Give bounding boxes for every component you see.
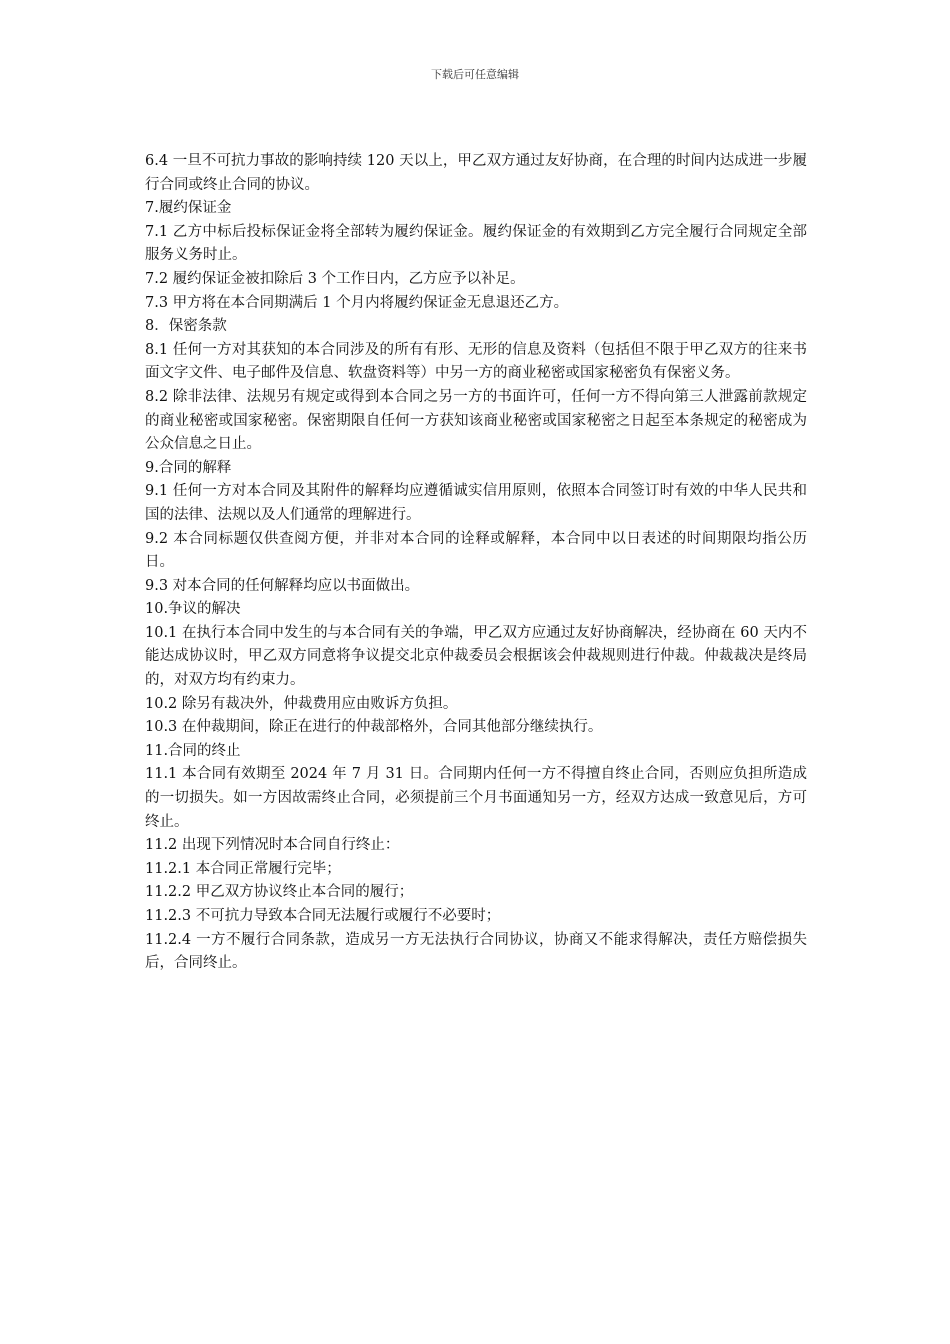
clause-9-1: 9.1 任何一方对本合同及其附件的解释均应遵循诚实信用原则，依照本合同签订时有效的中华人民共和国的法律、法规以及人们通常的理解进行。 (145, 483, 807, 523)
clause-11-2-4: 11.2.4 一方不履行合同条款，造成另一方无法执行合同协议，协商又不能求得解决，责任方赔偿损失后，合同终止。 (145, 931, 807, 972)
section-8-heading: 8．保密条款 (145, 318, 227, 335)
clause-11-2: 11.2 出现下列情况时本合同自行终止： (145, 837, 400, 854)
section-9-heading: 9.合同的解释 (145, 459, 232, 476)
clause-7-3: 7.3 甲方将在本合同期满后 1 个月内将履约保证金无息退还乙方。 (145, 294, 569, 311)
clause-6-4: 6.4 一旦不可抗力事故的影响持续 120 天以上，甲乙双方通过友好协商，在合理的时间内达成进一步履行合同或终止合同的协议。 (145, 153, 807, 193)
clause-11-2-1: 11.2.1 本合同正常履行完毕； (145, 860, 341, 877)
section-7-heading: 7.履约保证金 (145, 200, 232, 217)
clause-7-1: 7.1 乙方中标后投标保证金将全部转为履约保证金。履约保证金的有效期到乙方完全履行合同规定全部服务义务时止。 (145, 223, 807, 264)
clause-10-1: 10.1 在执行本合同中发生的与本合同有关的争端，甲乙双方应通过友好协商解决，经协商在 60 天内不能达成协议时，甲乙双方同意将争议提交北京仲裁委员会根据该会仲裁规则进行仲裁。仲裁裁决是终局的，对双方均有约束力。 (145, 624, 807, 689)
clause-11-2-2: 11.2.2 甲乙双方协议终止本合同的履行； (145, 884, 414, 901)
clause-11-1: 11.1 本合同有效期至 2024 年 7 月 31 日。合同期内任何一方不得擅自终止合同，否则应负担所造成的一切损失。如一方因故需终止合同，必须提前三个月书面通知另一方，经双方达成一致意见后，方可终止。 (145, 766, 807, 830)
section-10-heading: 10.争议的解决 (145, 601, 241, 618)
clause-9-3: 9.3 对本合同的任何解释均应以书面做出。 (145, 577, 420, 594)
page-header: 下载后可任意编辑 (431, 68, 519, 81)
clause-7-2: 7.2 履约保证金被扣除后 3 个工作日内，乙方应予以补足。 (145, 270, 525, 287)
clause-10-3: 10.3 在仲裁期间，除正在进行的仲裁部格外，合同其他部分继续执行。 (145, 719, 603, 736)
section-11-heading: 11.合同的终止 (145, 742, 241, 759)
clause-11-2-3: 11.2.3 不可抗力导致本合同无法履行或履行不必要时； (145, 908, 501, 924)
document-body (145, 150, 807, 976)
clause-10-2: 10.2 除另有裁决外，仲裁费用应由败诉方负担。 (145, 695, 458, 712)
clause-8-2: 8.2 除非法律、法规另有规定或得到本合同之另一方的书面许可，任何一方不得向第三人泄露前款规定的商业秘密或国家秘密。保密期限自任何一方获知该商业秘密或国家秘密之日起至本条规定的秘密成为公众信息之日止。 (145, 388, 807, 453)
clause-8-1: 8.1 任何一方对其获知的本合同涉及的所有有形、无形的信息及资料（包括但不限于甲乙双方的往来书面文字文件、电子邮件及信息、软盘资料等）中另一方的商业秘密或国家秘密负有保密义务。 (145, 341, 807, 382)
clause-9-2: 9.2 本合同标题仅供查阅方便，并非对本合同的诠释或解释，本合同中以日表述的时间期限均指公历日。 (145, 530, 807, 571)
